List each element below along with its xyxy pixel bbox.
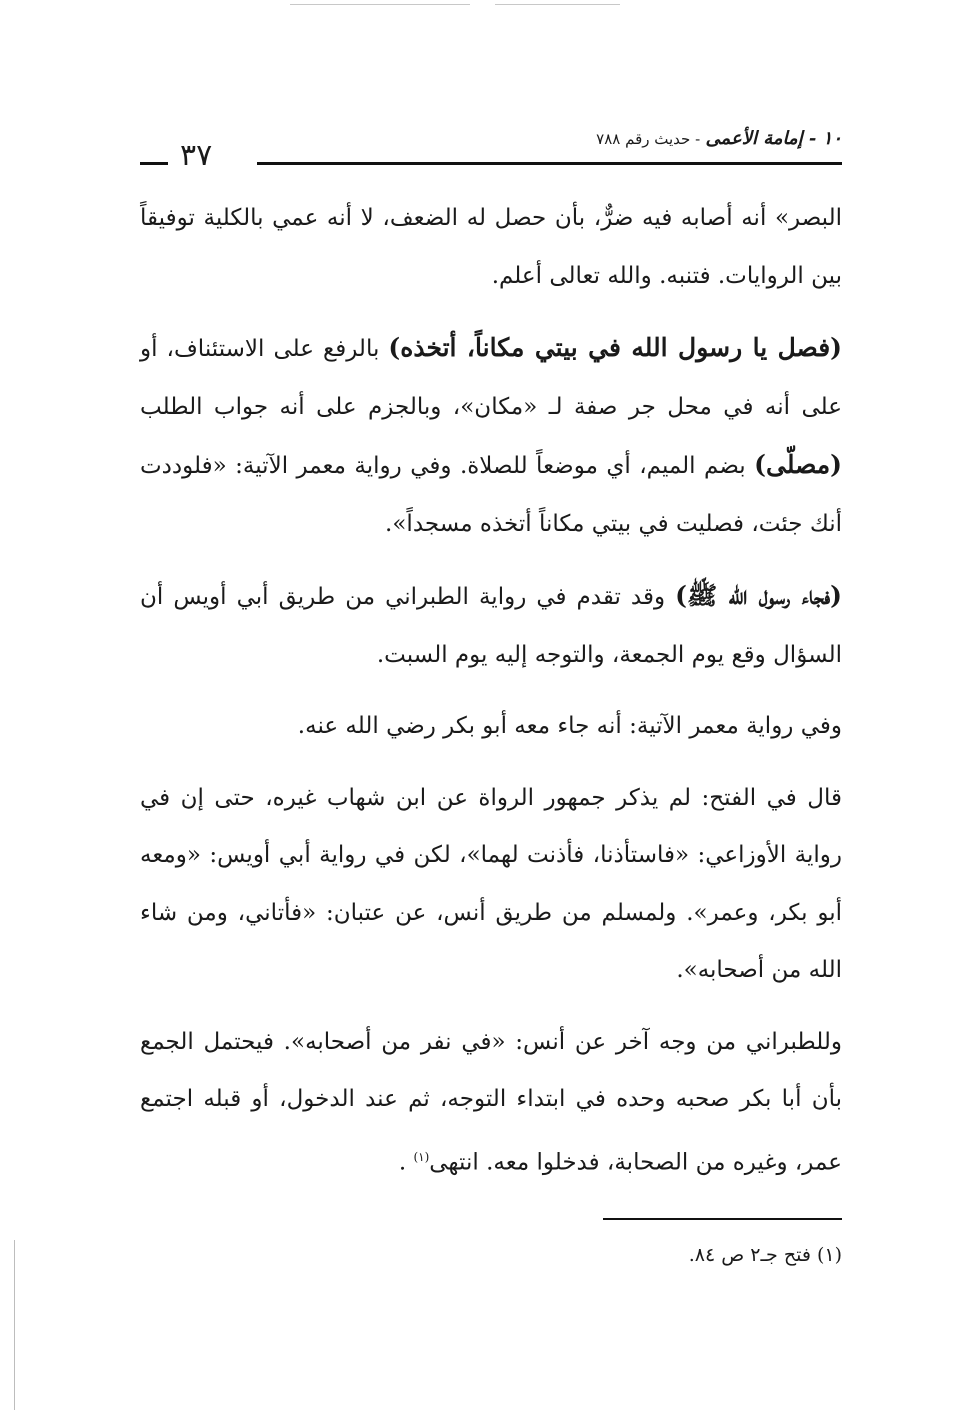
hadith-reference: - حديث رقم ٧٨٨ [596, 130, 701, 148]
paragraph-4 [140, 698, 842, 756]
paragraph-6 [140, 1014, 842, 1192]
paragraph-6-end: . [398, 1149, 414, 1176]
paragraph-2-text-2: بضم الميم، أي موضعاً للصلاة. وفي رواية معمر الآتية: «فلوددت أنك جئت، فصليت في بيتي مكاناً أتخذه مسجداً». [140, 453, 842, 537]
scan-edge-line-1 [290, 4, 470, 5]
header-rule [257, 162, 842, 165]
paragraph-2-quote: (فصل يا رسول الله في بيتي مكاناً، أتخذه) [388, 333, 842, 362]
paragraph-5 [140, 770, 842, 1000]
scan-left-edge [14, 1240, 15, 1410]
paragraph-1-text: البصر» أنه أصابه فيه ضرٌّ، بأن حصل له الضعف، لا أنه عمي بالكلية توفيقاً بين الروايات. فتنبه. والله تعالى أعلم. [140, 205, 842, 289]
running-header [140, 128, 842, 173]
paragraph-2-quote-2: (مصلّى) [754, 450, 842, 479]
footnote-marker: (١) [413, 1149, 430, 1164]
paragraph-2 [140, 319, 842, 553]
paragraph-3-quote: (فجاء رسول الله ﷺ) [675, 581, 842, 610]
paragraph-3-text: وقد تقدم في رواية الطبراني من طريق أبي أويس أن السؤال وقع يوم الجمعة، والتوجه إليه يوم السبت. [140, 584, 842, 668]
paragraph-2-text: بالرفع على الاستئناف، أو على أنه في محل جر صفة لـ «مكان»، وبالجزم على أنه جواب الطلب [140, 336, 842, 420]
paragraph-4-text: وفي رواية معمر الآتية: أنه جاء معه أبو بكر رضي الله عنه. [297, 713, 842, 739]
scan-edge-line-2 [495, 4, 620, 5]
paragraph-6-text: وللطبراني من وجه آخر عن أنس: «في نفر من أصحابه». فيحتمل الجمع بأن أبا بكر صحبه وحده في ابتداء التوجه، ثم عند الدخول، أو قبله اجتمع عمر، وغيره من الصحابة، فدخلوا معه. انتهى [140, 1028, 842, 1176]
running-title [596, 128, 842, 149]
page-number: ٣٧ [180, 138, 213, 173]
paragraph-5-text: قال في الفتح: لم يذكر جمهور الرواة عن ابن شهاب غيره، حتى إن في رواية الأوزاعي: «فاستأذنا، فأذنت لهما»، لكن في رواية أبي أويس: «ومعه أبو بكر، وعمر». ولمسلم من طريق أنس، عن عتبان: «فأتاني، ومن شاء الله من أصحابه». [140, 784, 842, 983]
paragraph-1 [140, 190, 842, 305]
chapter-title: ١٠ - إمامة الأعمى [705, 128, 842, 149]
footnote-rule [603, 1218, 842, 1220]
page-number-dash [140, 162, 168, 165]
main-text [140, 190, 842, 1206]
paragraph-3 [140, 567, 842, 684]
footnote: (١) فتح جـ٢ ص ٨٤. [688, 1244, 842, 1266]
